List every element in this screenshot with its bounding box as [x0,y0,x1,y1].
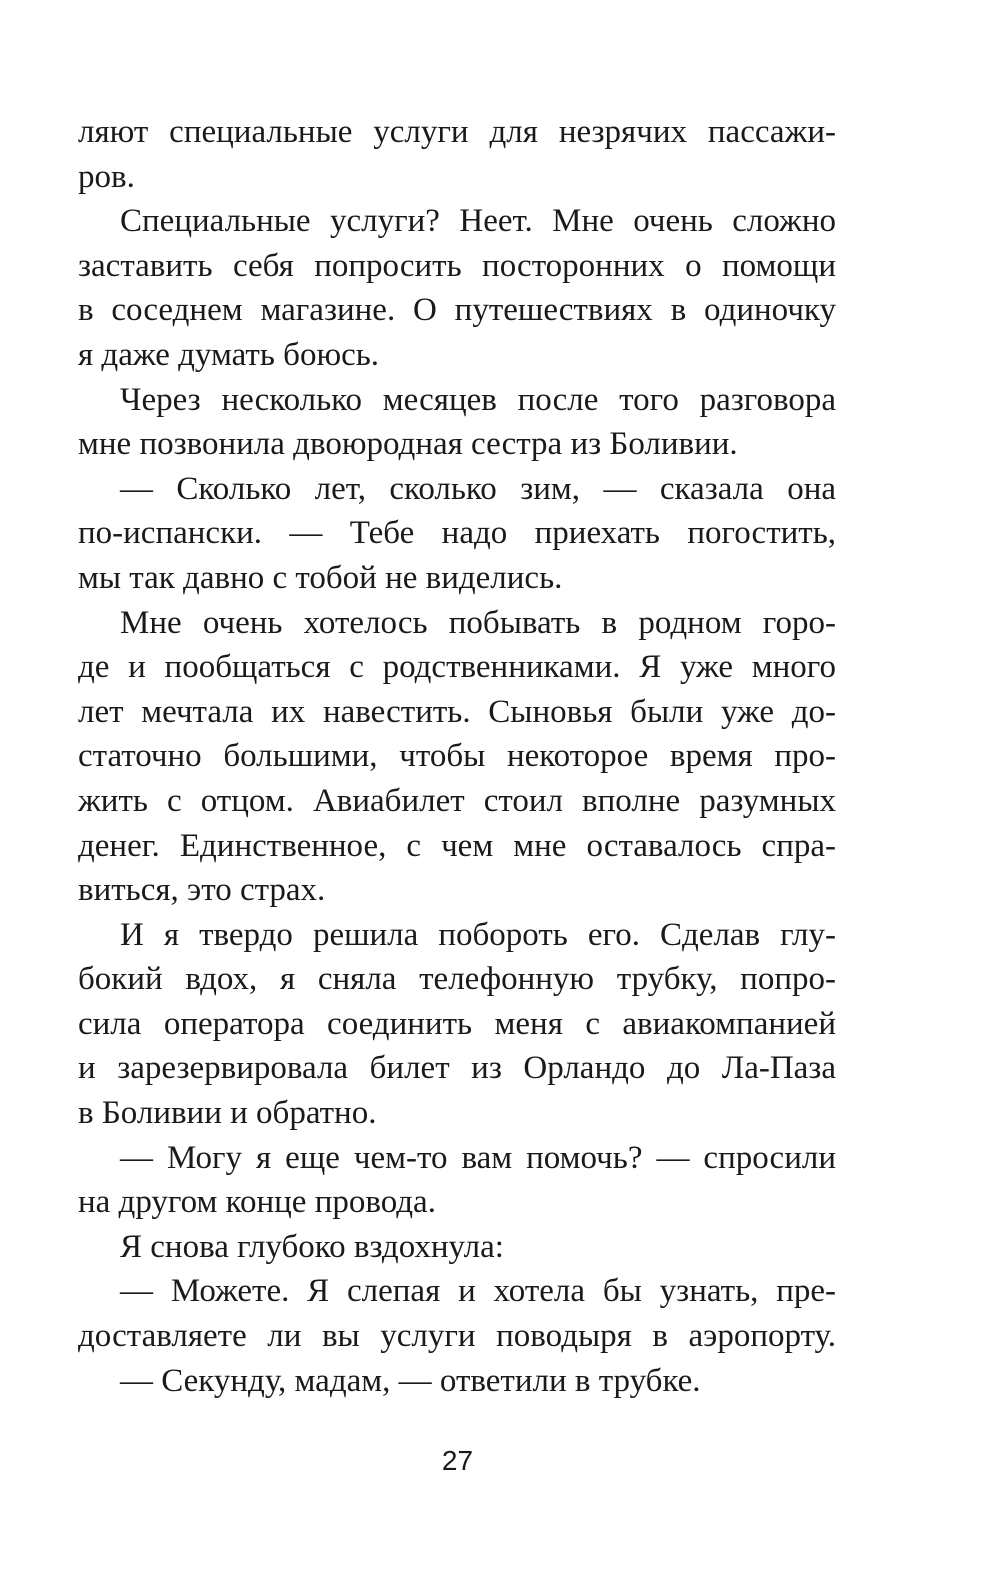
text-line: бокий вдох, я сняла телефонную трубку, попро- [78,961,836,998]
text-line: — Можете. Я слепая и хотела бы узнать, пре- [120,1273,836,1310]
text-line: Специальные услуги? Неет. Мне очень сложно [120,203,836,240]
text-line: статочно большими, чтобы некоторое время про- [78,738,836,775]
text-line: лет мечтала их навестить. Сыновья были уже до- [78,693,836,730]
text-line: виться, это страх. [78,872,326,909]
text-line: ляют специальные услуги для незрячих пассажи- [78,114,836,150]
text-line: де и пообщаться с родственниками. Я уже много [78,649,836,686]
text-line: сила оператора соединить меня с авиакомпанией [78,1005,836,1042]
text-line: Через несколько месяцев после того разговора [120,381,836,418]
text-line: в Боливии и обратно. [78,1095,377,1132]
text-line: — Сколько лет, сколько зим, — сказала она [120,470,836,507]
text-line: Мне очень хотелось побывать в родном горо- [120,604,836,641]
text-line: и зарезервировала билет из Орландо до Ла-Паза [78,1050,836,1087]
text-line: — Секунду, мадам, — ответили в трубке. [120,1362,701,1399]
text-line: ров. [78,158,135,195]
body-text [78,110,836,1403]
text-line: денег. Единственное, с чем мне оставалось спра- [78,827,836,864]
text-line: я даже думать боюсь. [78,336,380,373]
text-line: И я твердо решила побороть его. Сделав глу- [120,916,836,953]
text-line: в соседнем магазине. О путешествиях в одиночку [78,292,836,329]
text-line: на другом конце провода. [78,1184,436,1221]
text-line: жить с отцом. Авиабилет стоил вполне разумных [78,782,836,819]
page-number: 27 [441,1445,474,1476]
text-line: по-испански. — Тебе надо приехать погостить, [78,515,836,552]
text-line: мы так давно с тобой не виделись. [78,559,563,596]
text-line: мне позвонила двоюродная сестра из Боливии. [78,426,738,463]
text-line: заставить себя попросить посторонних о помощи [78,247,836,284]
text-line: — Могу я еще чем-то вам помочь? — спросили [120,1139,836,1176]
text-line: Я снова глубоко вздохнула: [120,1228,504,1265]
text-line: доставляете ли вы услуги поводыря в аэропорту. [78,1318,836,1355]
